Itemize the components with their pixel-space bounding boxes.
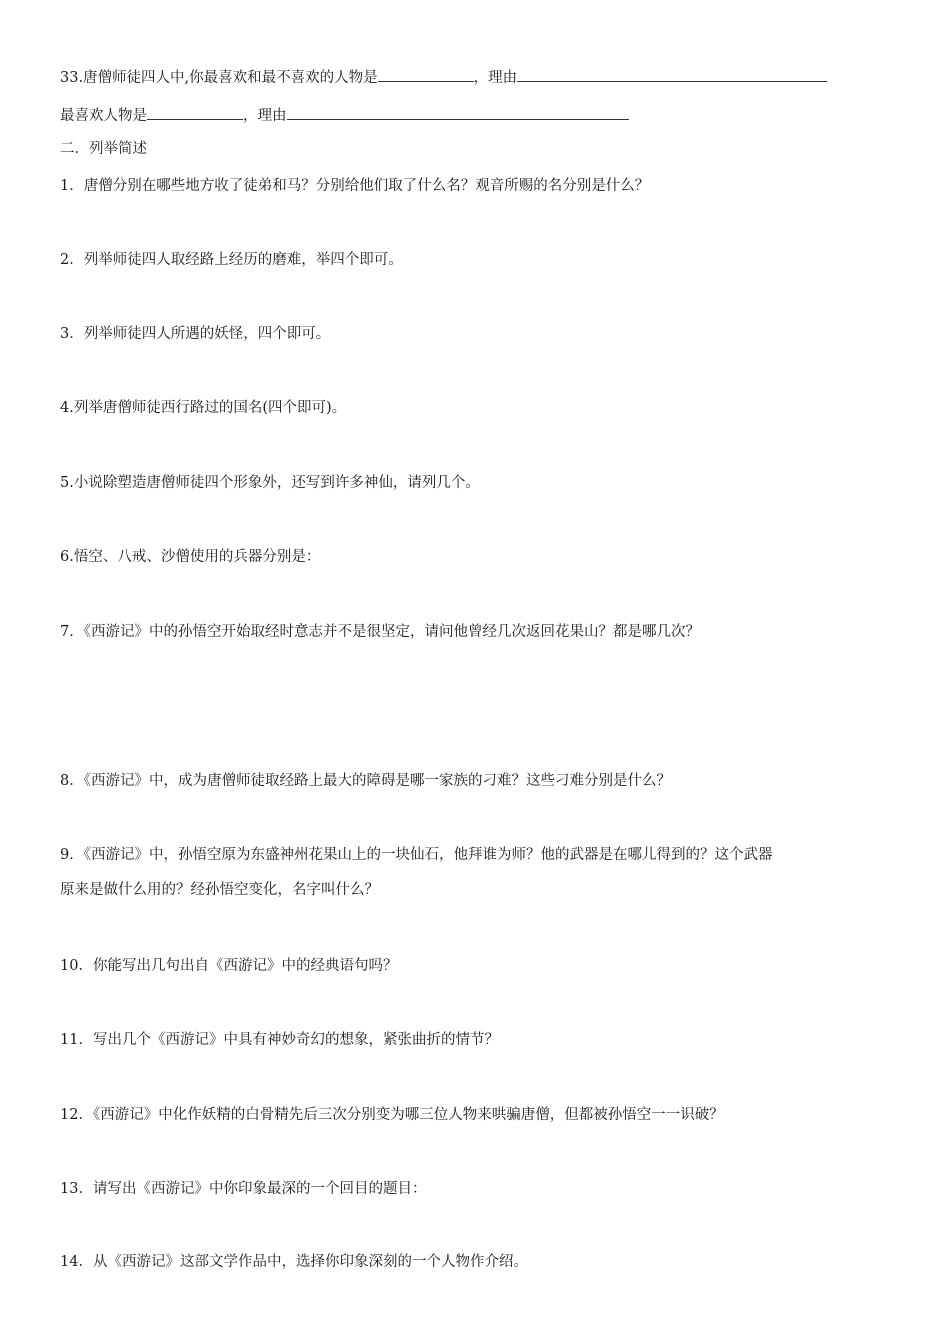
question-33-favorite-line (60, 104, 629, 126)
favorite-prompt: 最喜欢人物是 (60, 108, 147, 124)
question-6: 6.悟空、八戒、沙僧使用的兵器分别是： (60, 549, 321, 565)
answer-blank-reason-1[interactable] (517, 66, 827, 82)
question-14: 14．从《西游记》这部文学作品中，选择你印象深刻的一个人物作介绍。 (60, 1254, 528, 1270)
favorite-reason-label: ，理由 (243, 108, 287, 124)
question-2: 2．列举师徒四人取经路上经历的磨难，举四个即可。 (60, 252, 403, 268)
answer-blank-favorite[interactable] (147, 104, 243, 120)
question-8: 8．《西游记》中，成为唐僧师徒取经路上最大的障碍是哪一家族的刁难？这些刁难分别是什么？ (60, 773, 671, 789)
question-12: 12．《西游记》中化作妖精的白骨精先后三次分别变为哪三位人物来哄骗唐僧，但都被孙悟空一一识破？ (60, 1107, 724, 1123)
question-7: 7．《西游记》中的孙悟空开始取经时意志并不是很坚定，请问他曾经几次返回花果山？都是哪几次？ (60, 624, 700, 640)
question-1: 1．唐僧分别在哪些地方收了徒弟和马？分别给他们取了什么名？观音所赐的名分别是什么？ (60, 178, 650, 194)
question-9-line-1: 9．《西游记》中，孙悟空原为东盛神州花果山上的一块仙石，他拜谁为师？他的武器是在哪儿得到的？这个武器 (60, 847, 773, 863)
section-heading: 二．列举简述 (60, 141, 147, 157)
answer-blank-least-favorite[interactable] (378, 66, 474, 82)
question-5: 5.小说除塑造唐僧师徒四个形象外，还写到许多神仙，请列几个。 (60, 475, 480, 491)
question-9-line-2: 原来是做什么用的？经孙悟空变化，名字叫什么？ (60, 882, 379, 898)
question-13: 13．请写出《西游记》中你印象最深的一个回目的题目： (60, 1181, 427, 1197)
question-33-reason-label: ，理由 (473, 70, 518, 86)
question-10: 10．你能写出几句出自《西游记》中的经典语句吗？ (60, 958, 398, 974)
question-33-prompt: 33.唐僧师徒四人中,你最喜欢和最不喜欢的人物是 (60, 70, 378, 86)
question-11: 11．写出几个《西游记》中具有神妙奇幻的想象，紧张曲折的情节？ (60, 1032, 499, 1048)
question-33-line (60, 66, 827, 88)
question-4: 4.列举唐僧师徒西行路过的国名(四个即可)。 (60, 400, 347, 416)
question-3: 3．列举师徒四人所遇的妖怪，四个即可。 (60, 326, 331, 342)
answer-blank-reason-2[interactable] (287, 104, 629, 120)
